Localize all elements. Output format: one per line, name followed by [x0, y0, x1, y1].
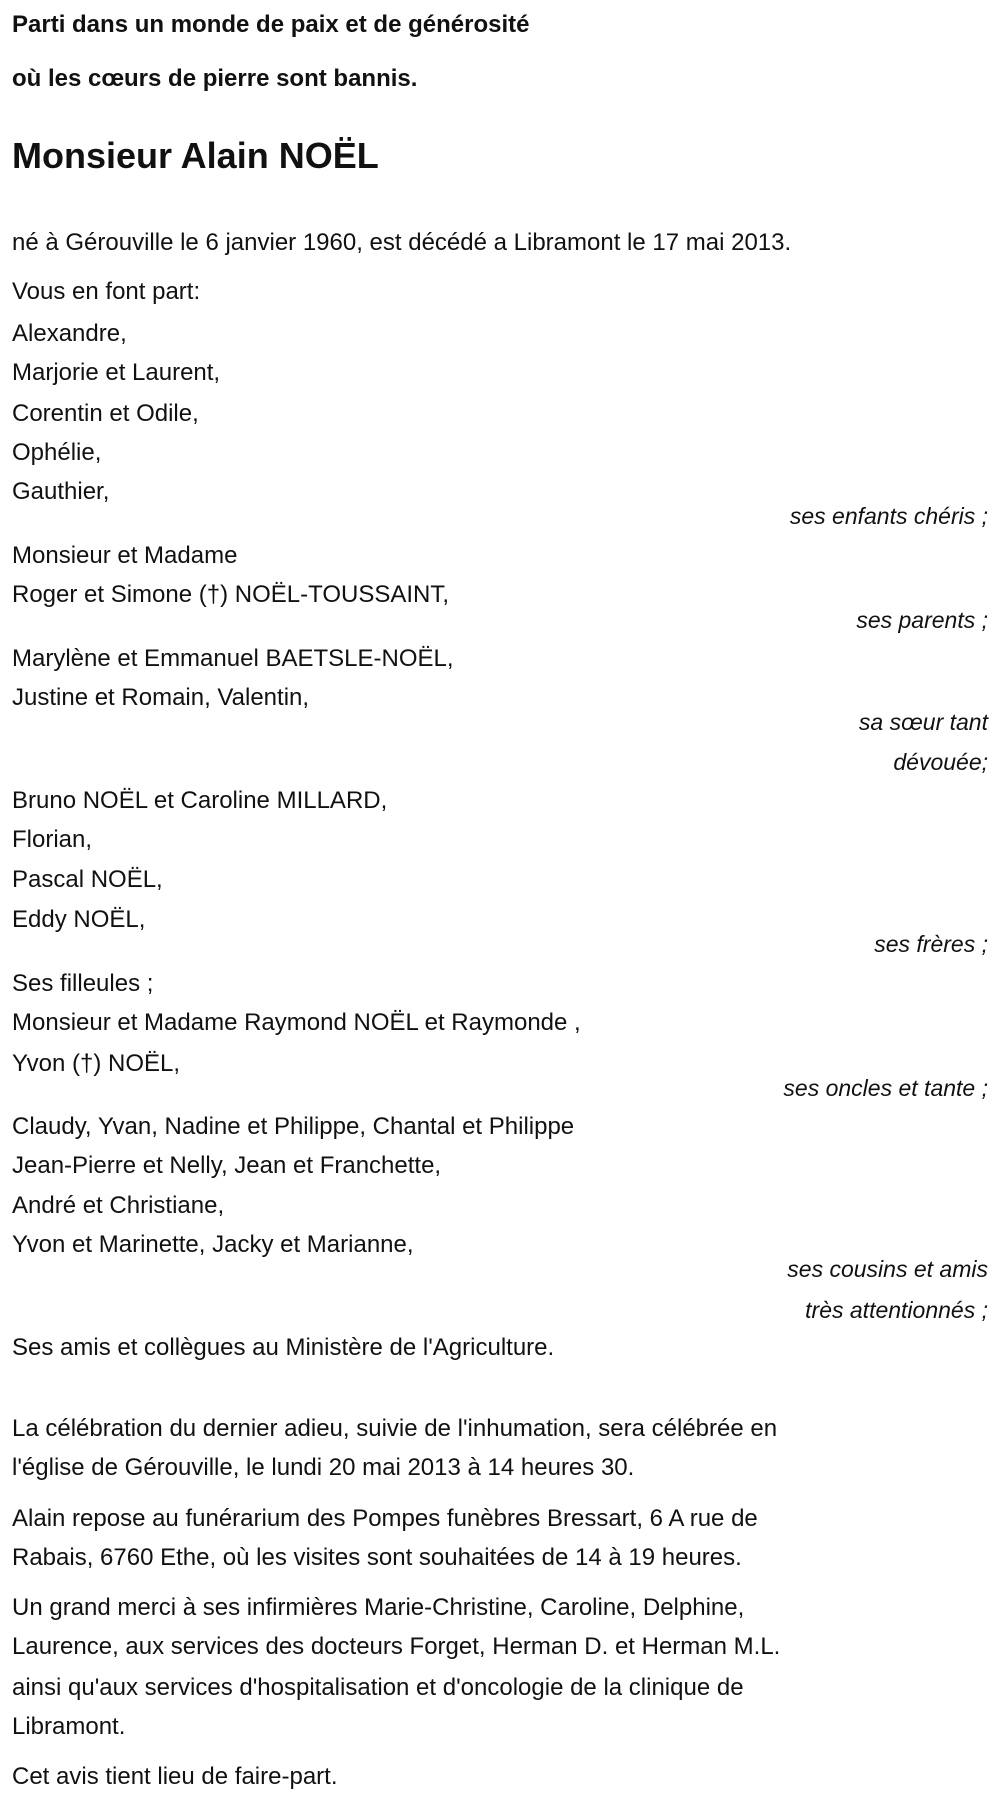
- closing-line: Cet avis tient lieu de faire-part.: [12, 1763, 338, 1790]
- brothers-line: Pascal NOËL,: [12, 866, 163, 893]
- child-name: Marjorie et Laurent,: [12, 359, 221, 386]
- brothers-caption: ses frères ;: [874, 931, 988, 957]
- thanks-line: Libramont.: [12, 1713, 126, 1740]
- brothers-line: Eddy NOËL,: [12, 906, 146, 933]
- child-name: Ophélie,: [12, 439, 102, 466]
- page-title: Monsieur Alain NOËL: [12, 135, 379, 176]
- intro-line: Vous en font part:: [12, 278, 201, 305]
- children-caption: ses enfants chéris ;: [789, 503, 988, 529]
- cousins-line: Jean-Pierre et Nelly, Jean et Franchette,: [12, 1152, 442, 1179]
- sister-line: Marylène et Emmanuel BAETSLE-NOËL,: [12, 645, 454, 672]
- ceremony-line: La célébration du dernier adieu, suivie de l'inhumation, sera célébrée en: [12, 1415, 778, 1442]
- birth-death-line: né à Gérouville le 6 janvier 1960, est décédé a Libramont le 17 mai 2013.: [12, 229, 792, 256]
- uncles-line: Ses filleules ;: [12, 970, 154, 997]
- sister-caption: dévouée;: [893, 749, 988, 775]
- thanks-line: Un grand merci à ses infirmières Marie-Christine, Caroline, Delphine,: [12, 1594, 745, 1621]
- cousins-caption: très attentionnés ;: [805, 1297, 988, 1323]
- thanks-line: Laurence, aux services des docteurs Forget, Herman D. et Herman M.L.: [12, 1633, 781, 1660]
- sister-caption: sa sœur tant: [858, 709, 988, 735]
- child-name: Gauthier,: [12, 478, 110, 505]
- funeral-home-line: Alain repose au funérarium des Pompes funèbres Bressart, 6 A rue de: [12, 1505, 758, 1532]
- uncles-line: Yvon (†) NOËL,: [12, 1050, 181, 1077]
- thanks-line: ainsi qu'aux services d'hospitalisation et d'oncologie de la clinique de: [12, 1674, 744, 1701]
- epigraph-line: où les cœurs de pierre sont bannis.: [12, 65, 418, 92]
- uncles-caption: ses oncles et tante ;: [783, 1075, 988, 1101]
- uncles-line: Monsieur et Madame Raymond NOËL et Raymonde ,: [12, 1009, 581, 1036]
- cousins-line: André et Christiane,: [12, 1192, 225, 1219]
- child-name: Corentin et Odile,: [12, 400, 199, 427]
- cousins-line: Claudy, Yvan, Nadine et Philippe, Chantal et Philippe: [12, 1113, 575, 1140]
- ceremony-line: l'église de Gérouville, le lundi 20 mai 2013 à 14 heures 30.: [12, 1454, 635, 1481]
- brothers-line: Florian,: [12, 826, 93, 853]
- friends-line: Ses amis et collègues au Ministère de l'Agriculture.: [12, 1334, 555, 1361]
- parents-line: Monsieur et Madame: [12, 542, 238, 569]
- sister-line: Justine et Romain, Valentin,: [12, 684, 310, 711]
- funeral-home-line: Rabais, 6760 Ethe, où les visites sont souhaitées de 14 à 19 heures.: [12, 1544, 742, 1571]
- epigraph-line: Parti dans un monde de paix et de générosité: [12, 11, 530, 38]
- parents-line: Roger et Simone (†) NOËL-TOUSSAINT,: [12, 581, 450, 608]
- cousins-caption: ses cousins et amis: [787, 1256, 988, 1282]
- cousins-line: Yvon et Marinette, Jacky et Marianne,: [12, 1231, 414, 1258]
- parents-caption: ses parents ;: [856, 607, 988, 633]
- brothers-line: Bruno NOËL et Caroline MILLARD,: [12, 787, 388, 814]
- child-name: Alexandre,: [12, 320, 127, 347]
